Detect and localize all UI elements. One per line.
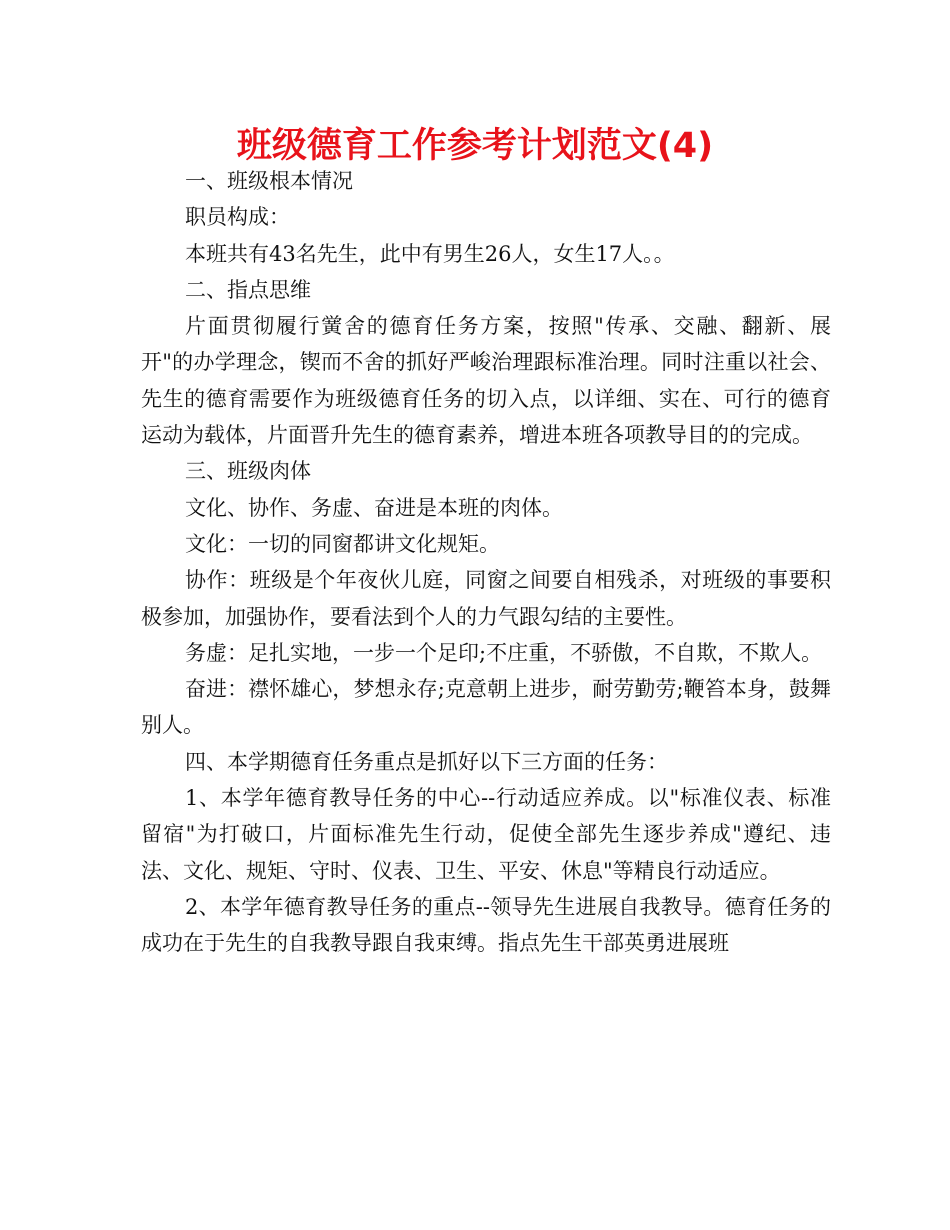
document-title: 班级德育工作参考计划范文(4) xyxy=(236,126,714,166)
paragraph: 协作：班级是个年夜伙儿庭，同窗之间要自相残杀，对班级的事要积极参加，加强协作，要看法到个人的力气跟勾结的主要性。 xyxy=(141,568,831,629)
section-heading: 一、班级根本情况 xyxy=(185,169,353,193)
paragraph: 1、本学年德育教导任务的中心--行动适应养成。以"标准仪表、标准留宿"为打破口，片面标准先生行动，促使全部先生逐步养成"遵纪、违法、文化、规矩、守时、仪表、卫生、平安、休息"等精良行动适应。 xyxy=(141,786,831,883)
section-heading: 二、指点思维 xyxy=(185,277,311,302)
paragraph: 2、本学年德育教导任务的重点--领导先生进展自我教导。德育任务的成功在于先生的自我教导跟自我束缚。指点先生干部英勇进展班 xyxy=(141,894,831,956)
paragraph: 务虚：足扎实地，一步一个足印;不庄重，不骄傲，不自欺，不欺人。 xyxy=(185,640,823,665)
section-heading: 四、本学期德育任务重点是抓好以下三方面的任务： xyxy=(185,749,668,774)
section-heading: 三、班级肉体 xyxy=(185,459,311,484)
paragraph: 文化、协作、务虚、奋进是本班的肉体。 xyxy=(185,495,563,520)
paragraph: 文化：一切的同窗都讲文化规矩。 xyxy=(185,531,500,556)
document-body xyxy=(141,163,831,962)
paragraph: 本班共有43名先生，此中有男生26人，女生17人。。 xyxy=(185,241,675,266)
paragraph: 片面贯彻履行黉舍的德育任务方案，按照"传承、交融、翻新、展开"的办学理念，锲而不舍的抓好严峻治理跟标准治理。同时注重以社会、先生的德育需要作为班级德育任务的切入点，以详细、实在、可行的德育运动为载体，片面晋升先生的德育素养，增进本班各项教导目的的完成。 xyxy=(141,314,831,448)
paragraph: 奋进：襟怀雄心，梦想永存;克意朝上进步，耐劳勤劳;鞭笞本身，鼓舞别人。 xyxy=(141,677,831,738)
paragraph: 职员构成： xyxy=(185,205,290,230)
